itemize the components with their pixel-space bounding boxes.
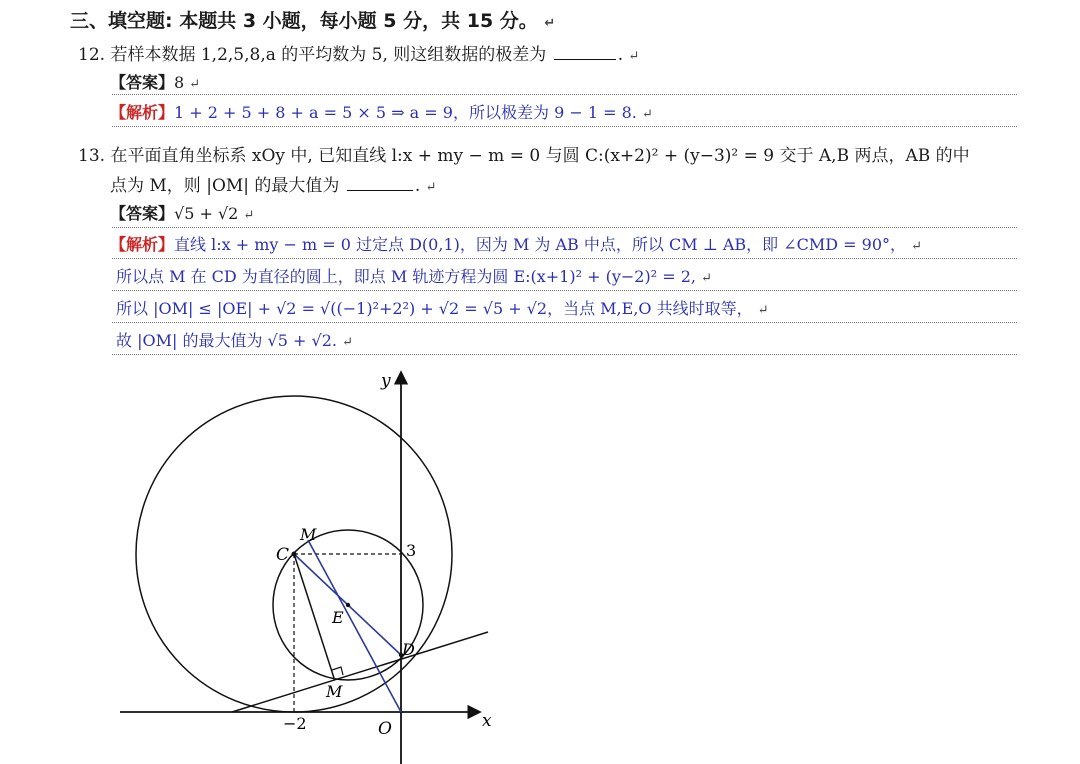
label-y: y [381,371,391,391]
return-mark: ↵ [189,77,201,92]
return-mark: ↵ [911,239,923,254]
analysis-text: 1 + 2 + 5 + 8 + a = 5 × 5 ⇒ a = 9，所以极差为 9 − 1 = 8. [174,103,637,122]
return-mark: ↵ [342,335,353,350]
return-mark: ↵ [701,271,712,286]
point-E [346,603,350,607]
return-mark: ↵ [425,180,437,195]
answer-value: 8 [174,73,185,92]
tick-3: 3 [406,541,417,560]
tick-neg2: −2 [283,714,307,733]
label-M-bottom: M [326,682,343,701]
return-mark: ↵ [757,303,769,318]
return-mark: ↵ [628,49,640,64]
label-M-top: M [300,525,317,544]
question-13-number: 13. [78,146,106,166]
question-13-text-2: 点为 M，则 |OM| 的最大值为 [110,176,340,196]
question-13-end: . [414,176,421,196]
analysis-text: 所以点 M 在 CD 为直径的圆上，即点 M 轨迹方程为圆 E:(x+1)² + (y−2)² = 2, [116,267,696,286]
line-l [232,632,488,712]
right-angle-mark [332,667,343,675]
label-O: O [378,719,392,739]
answer-tag: 【答案】 [110,204,175,223]
return-mark: ↵ [243,208,255,223]
segment-OM [308,540,401,712]
question-12-end: . [617,45,624,65]
label-D: D [402,640,415,659]
question-12-number: 12. [78,45,106,65]
analysis-tag: 【解析】 [110,103,175,122]
answer-tag: 【答案】 [110,73,175,92]
question-13-text-1: 在平面直角坐标系 xOy 中, 已知直线 l:x + my − m = 0 与圆 C:(x+2)² + (y−3)² = 9 交于 A,B 两点，AB 的中 [110,146,970,166]
label-x: x [482,711,492,731]
analysis-text: 故 |OM| 的最大值为 √5 + √2. [116,331,337,350]
point-C [292,552,297,557]
return-mark: ↵ [544,16,556,31]
label-E: E [332,608,344,627]
question-12-text: 若样本数据 1,2,5,8,a 的平均数为 5, 则这组数据的极差为 [110,45,547,65]
analysis-tag: 【解析】 [110,235,175,254]
analysis-text: 所以 |OM| ≤ |OE| + √2 = √((−1)²+2²) + √2 = √5 + √2，当点 M,E,O 共线时取等， [116,299,753,318]
answer-value: √5 + √2 [174,204,239,223]
section-title-text: 三、填空题: 本题共 3 小题，每小题 5 分，共 15 分。 [70,10,538,32]
analysis-text: 直线 l:x + my − m = 0 过定点 D(0,1)，因为 M 为 AB 中点，所以 CM ⊥ AB，即 ∠CMD = 90°， [174,235,907,254]
return-mark: ↵ [641,107,653,122]
label-C: C [276,545,290,565]
